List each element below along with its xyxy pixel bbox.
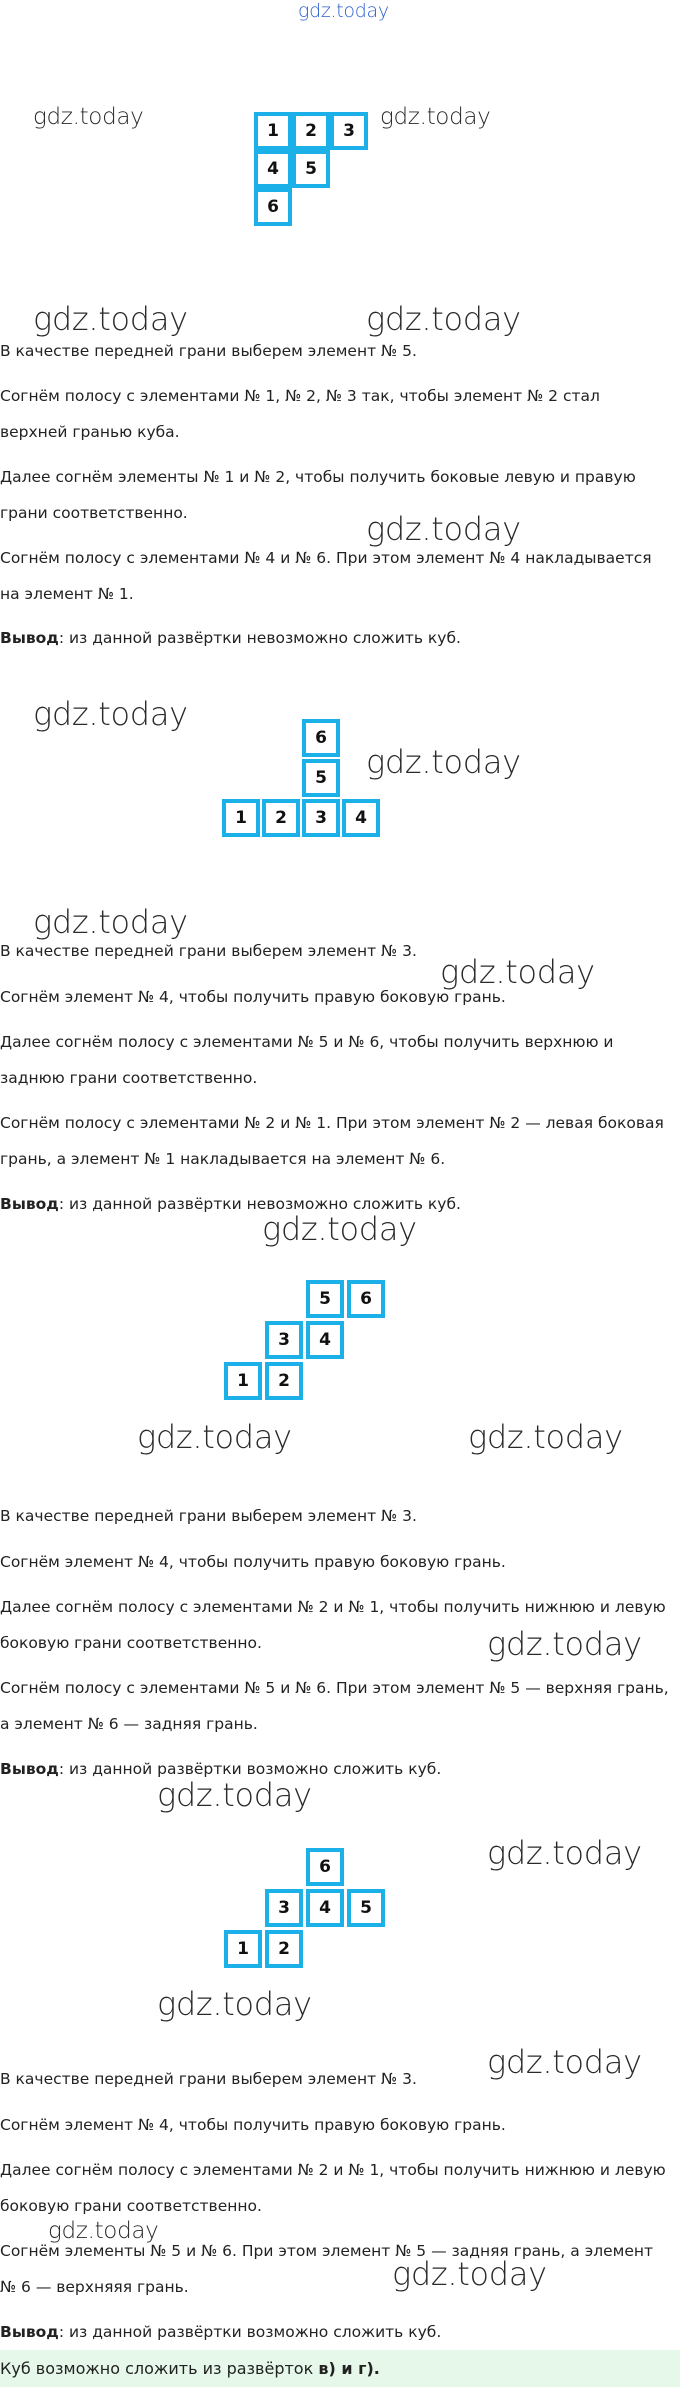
conclusion-line: [0, 620, 672, 656]
paragraph: Далее согнём полосу с элементами № 2 и № 1, чтобы получить нижнюю и левую боковую грани соответственно.: [0, 2161, 666, 2215]
paragraph: Согнём элемент № 4, чтобы получить правую боковую грань.: [0, 2116, 506, 2134]
conclusion-line: [0, 1751, 672, 1787]
paragraph: Далее согнём полосу с элементами № 5 и № 6, чтобы получить верхнюю и заднюю грани соответственно.: [0, 1033, 614, 1087]
net-cell: 5: [302, 759, 340, 797]
conclusion-line: [0, 2314, 672, 2350]
watermark: gdz.today: [487, 1625, 642, 1663]
net-cell: 5: [347, 1889, 385, 1927]
watermark: gdz.today: [262, 1210, 417, 1248]
watermark: gdz.today: [487, 1834, 642, 1872]
paragraph: В качестве передней грани выберем элемент № 3.: [0, 1507, 417, 1525]
watermark: gdz.today: [137, 1418, 292, 1456]
watermark: gdz.today: [33, 903, 188, 941]
paragraph: Согнём полосу с элементами № 1, № 2, № 3 так, чтобы элемент № 2 стал верхней гранью куба.: [0, 387, 600, 441]
net-cell: 1: [254, 112, 292, 150]
conclusion-text: : из данной развёртки невозможно сложить куб.: [58, 1195, 461, 1213]
paragraph: Далее согнём полосу с элементами № 2 и № 1, чтобы получить нижнюю и левую боковую грани соответственно.: [0, 1598, 666, 1652]
paragraph: Согнём полосу с элементами № 5 и № 6. При этом элемент № 5 — верхняя грань, а элемент № 6 — задняя грань.: [0, 1679, 669, 1733]
watermark: gdz.today: [157, 1985, 312, 2023]
watermark: gdz.today: [366, 510, 521, 548]
watermark: gdz.today: [48, 2218, 159, 2244]
net-cell: 2: [265, 1362, 303, 1400]
watermark: gdz.today: [487, 2043, 642, 2081]
conclusion-label: Вывод: [0, 1760, 59, 1778]
net-cell: 1: [222, 799, 260, 837]
net-cell: 6: [302, 719, 340, 757]
final-answer-text: Куб возможно сложить из развёрток: [0, 2359, 319, 2378]
paragraph: Согнём элемент № 4, чтобы получить правую боковую грань.: [0, 1553, 506, 1571]
net-cell: 6: [347, 1280, 385, 1318]
watermark: gdz.today: [468, 1418, 623, 1456]
net-cell: 1: [224, 1362, 262, 1400]
paragraph: Согнём элементы № 5 и № 6. При этом элемент № 5 — задняя грань, а элемент № 6 — верхняяя грань.: [0, 2242, 654, 2296]
net-cell: 5: [292, 150, 330, 188]
paragraph: В качестве передней грани выберем элемент № 5.: [0, 342, 417, 360]
conclusion-text: : из данной развёртки возможно сложить куб.: [58, 1760, 442, 1778]
watermark: gdz.today: [33, 695, 188, 733]
conclusion-line: [0, 1186, 672, 1222]
conclusion-label: Вывод: [0, 2323, 59, 2341]
watermark: gdz.today: [157, 1776, 312, 1814]
conclusion-label: Вывод: [0, 629, 59, 647]
conclusion-text: : из данной развёртки невозможно сложить куб.: [58, 629, 461, 647]
net-cell: 2: [265, 1930, 303, 1968]
paragraph: Далее согнём элементы № 1 и № 2, чтобы получить боковые левую и правую грани соответственно.: [0, 468, 636, 522]
conclusion-text: : из данной развёртки возможно сложить куб.: [58, 2323, 442, 2341]
net-cell: 3: [265, 1321, 303, 1359]
final-answer: [0, 2350, 680, 2387]
net-cell: 1: [224, 1930, 262, 1968]
net-cell: 5: [306, 1280, 344, 1318]
paragraph: Согнём полосу с элементами № 4 и № 6. При этом элемент № 4 накладывается на элемент № 1.: [0, 549, 652, 603]
net-cell: 2: [292, 112, 330, 150]
watermark: gdz.today: [366, 743, 521, 781]
watermark: gdz.today: [440, 953, 595, 991]
net-cell: 2: [262, 799, 300, 837]
net-cell: 4: [254, 150, 292, 188]
net-cell: 6: [254, 188, 292, 226]
watermark: gdz.today: [366, 300, 521, 338]
final-answer-highlight: в) и г).: [318, 2359, 380, 2378]
paragraph: Согнём полосу с элементами № 2 и № 1. При этом элемент № 2 — левая боковая грань, а элемент № 1 накладывается на элемент № 6.: [0, 1114, 664, 1168]
watermark: gdz.today: [392, 2255, 547, 2293]
watermark: gdz.today: [33, 104, 144, 130]
net-cell: 6: [306, 1848, 344, 1886]
watermark-top: gdz.today: [298, 0, 389, 22]
net-cell: 3: [302, 799, 340, 837]
net-cell: 4: [306, 1889, 344, 1927]
net-cell: 4: [306, 1321, 344, 1359]
net-cell: 3: [330, 112, 368, 150]
paragraph: Согнём элемент № 4, чтобы получить правую боковую грань.: [0, 988, 506, 1006]
watermark: gdz.today: [33, 300, 188, 338]
net-cell: 3: [265, 1889, 303, 1927]
conclusion-label: Вывод: [0, 1195, 59, 1213]
paragraph: В качестве передней грани выберем элемент № 3.: [0, 2070, 417, 2088]
paragraph: В качестве передней грани выберем элемент № 3.: [0, 942, 417, 960]
watermark: gdz.today: [380, 104, 491, 130]
net-cell: 4: [342, 799, 380, 837]
